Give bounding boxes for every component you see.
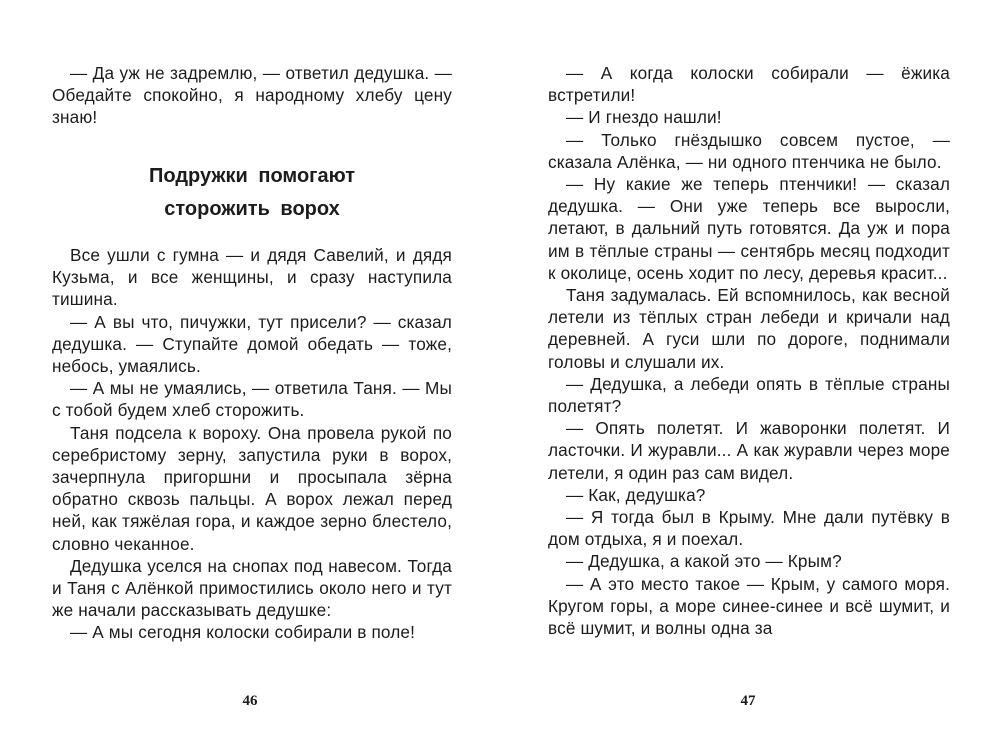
paragraph: — А вы что, пичужки, тут присели? — сказал дедушка. — Ступайте домой обедать — тоже, небось, умаялись. xyxy=(52,311,452,377)
page-number: 46 xyxy=(242,693,258,709)
paragraph: Таня подсела к вороху. Она провела рукой по серебристому зерну, запустила руки в ворох, зачерпнула пригоршни и просыпала зёрна обратно сквозь пальцы. А ворох лежал перед ней, как тяжёлая гора, и каждое зерно блестело, словно чеканное. xyxy=(52,422,452,554)
right-page xyxy=(500,0,1000,746)
left-body-text xyxy=(52,244,452,644)
heading-line: Подружки помогают xyxy=(149,165,355,187)
paragraph: — А когда колоски собирали — ёжика встретили! xyxy=(548,63,950,106)
page-number: 47 xyxy=(740,693,756,709)
paragraph: — Ну какие же теперь птенчики! — сказал дедушка. — Они уже теперь все выросли, летают, в дальний путь готовятся. Да уж и пора им в тёплые страны — сентябрь месяц подходит к околице, осень ходит по лесу, деревья красит... xyxy=(548,174,950,283)
paragraph: — Я тогда был в Крыму. Мне дали путёвку в дом отдыха, я и поехал. xyxy=(548,507,950,550)
paragraph: — А мы не умаялись, — ответила Таня. — Мы с тобой будем хлеб сторожить. xyxy=(52,378,452,421)
paragraph: — И гнездо нашли! xyxy=(566,107,722,128)
paragraph: — Опять полетят. И жаворонки полетят. И ласточки. И журавли... А как журавли через море летели, я один раз сам видел. xyxy=(548,418,950,483)
right-body-text xyxy=(548,62,950,639)
paragraph: — Дедушка, а лебеди опять в тёплые страны полетят? xyxy=(548,373,950,417)
left-top-text xyxy=(52,62,452,129)
paragraph: Дедушка уселся на снопах под навесом. Тогда и Таня с Алёнкой примостились около него и тут же начали рассказывать дедушке: xyxy=(52,555,452,621)
paragraph: — Дедушка, а какой это — Крым? xyxy=(566,551,842,572)
paragraph: Все ушли с гумна — и дядя Савелий, и дядя Кузьма, и все женщины, и сразу наступила тишина. xyxy=(52,245,452,310)
heading-line: сторожить ворох xyxy=(164,198,340,220)
paragraph: — Только гнёздышко совсем пустое, — сказала Алёнка, — ни одного птенчика не было. xyxy=(548,129,950,172)
chapter-heading xyxy=(52,160,452,226)
paragraph: — Как, дедушка? xyxy=(566,484,706,505)
paragraph: — А это место такое — Крым, у самого моря. Кругом горы, а море синее-синее и всё шумит, и всё шумит, и волны одна за xyxy=(548,573,950,639)
paragraph: — Да уж не задремлю, — ответил дедушка. — Обедайте спокойно, я народному хлебу цену знаю! xyxy=(52,63,452,128)
paragraph: — А мы сегодня колоски собирали в поле! xyxy=(70,622,416,643)
paragraph: Таня задумалась. Ей вспомнилось, как весной летели из тёплых стран лебеди и кричали над деревней. А гуси шли по дороге, поднимали головы и слушали их. xyxy=(548,285,950,372)
